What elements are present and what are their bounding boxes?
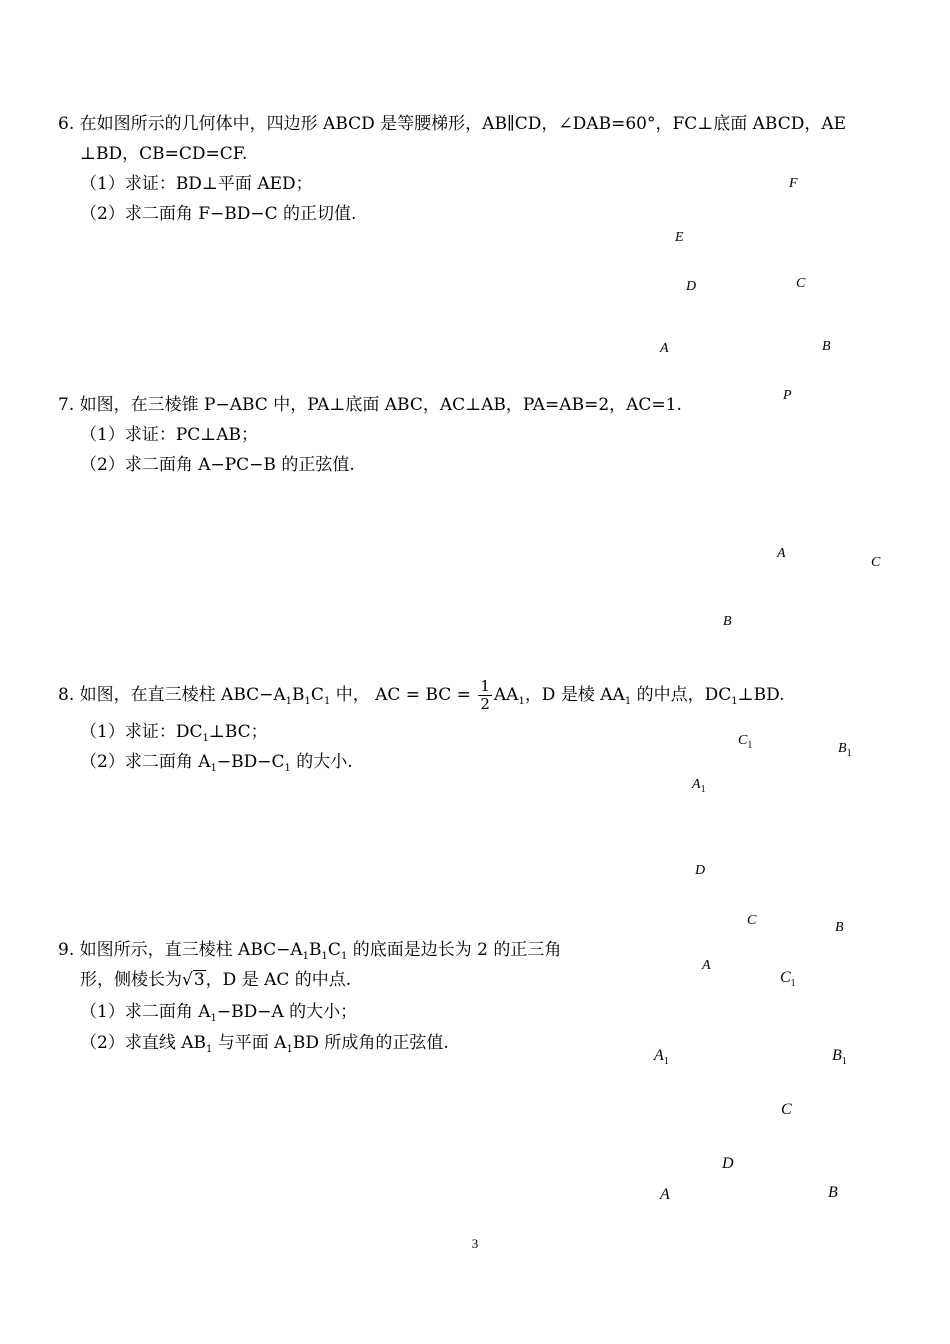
problem-9-question-1: （1）求二面角 $A_1-BD-A$ 的大小；	[80, 1002, 358, 1024]
problem-8-question-2: （2）求二面角 $A_1-BD-C_1$ 的大小.	[80, 752, 353, 774]
fig6-label-A: A	[660, 341, 669, 356]
page-number: 3	[471, 1236, 479, 1251]
sqrt-three: √3	[182, 970, 205, 990]
problem-7-text: 如图，在三棱锥 P−ABC 中，PA⊥底面 ABC，AC⊥AB，PA=AB=2，AC=1.	[79, 395, 682, 415]
problem-6-question-2: （2）求二面角 F−BD−C 的正切值.	[80, 204, 357, 224]
problem-7-question-1: （1）求证：PC⊥AB；	[80, 425, 259, 445]
fig8-label-C: C	[747, 913, 757, 928]
problem-8-question-1: （1）求证：$DC_1\perp BC$；	[80, 722, 268, 744]
fig8-label-C1: $C_1$	[738, 733, 753, 751]
fig8-label-D: D	[695, 863, 706, 878]
problem-8-stem: 8. 如图，在直三棱柱 $ABC-A_1B_1C_1$ 中， AC = BC = $\frac{1}{2}$ $AA_1$，D 是棱 $AA_1$ 的中点，$DC_1\perp BD$.	[58, 677, 785, 713]
problem-8-text-a: 如图，在直三棱柱 ABC−A	[79, 685, 286, 705]
problem-7-number: 7.	[58, 395, 75, 415]
fig7-label-P: P	[783, 388, 792, 403]
fig9-label-B: B	[828, 1184, 838, 1201]
fig8-label-B1: $B_1$	[838, 741, 852, 759]
fig7-label-C: C	[871, 555, 881, 570]
problem-9-stem-line2: 形，侧棱长为√3，D 是 AC 的中点.	[80, 970, 352, 990]
problem-6-stem-line2: ⊥BD，CB=CD=CF.	[80, 144, 248, 164]
fig6-label-D: D	[686, 279, 697, 294]
fraction-one-half: $\frac{1}{2}$	[480, 677, 490, 713]
fig9-label-A: A	[660, 1186, 670, 1203]
fig6-label-C: C	[796, 276, 806, 291]
fig8-label-A1: $A_1$	[692, 777, 706, 795]
problem-6-number: 6.	[58, 114, 75, 134]
fig9-label-D: D	[722, 1155, 734, 1172]
problem-9-number: 9.	[58, 940, 75, 960]
problem-8-number: 8.	[58, 685, 75, 705]
problem-6-question-1: （1）求证：BD⊥平面 AED；	[80, 174, 313, 194]
problem-9-stem-line1: 9. 如图所示，直三棱柱 $ABC-A_1B_1C_1$ 的底面是边长为 2 的正三角	[58, 940, 562, 962]
fig9-label-C1: $C_1$	[780, 969, 796, 989]
fig9-label-C: C	[781, 1101, 792, 1118]
problem-9-question-2: （2）求直线 $AB_1$ 与平面 $A_1BD$ 所成角的正弦值.	[80, 1033, 449, 1055]
fig6-label-E: E	[675, 230, 684, 245]
fig9-label-A1: $A_1$	[654, 1047, 669, 1067]
fig8-label-A: A	[702, 958, 711, 973]
fig7-label-B: B	[723, 614, 732, 629]
fig8-label-B: B	[835, 920, 844, 935]
fig7-label-A: A	[777, 546, 786, 561]
fig9-label-B1: $B_1$	[832, 1047, 847, 1067]
problem-6-text: 在如图所示的几何体中，四边形 ABCD 是等腰梯形，AB∥CD，∠DAB=60°，FC⊥底面 ABCD，AE	[79, 114, 847, 134]
fig6-label-F: F	[789, 176, 798, 191]
problem-7-stem	[58, 393, 682, 417]
problem-7-question-2: （2）求二面角 A−PC−B 的正弦值.	[80, 455, 355, 475]
problem-6-stem-line1	[58, 112, 846, 136]
fig6-label-B: B	[822, 339, 831, 354]
